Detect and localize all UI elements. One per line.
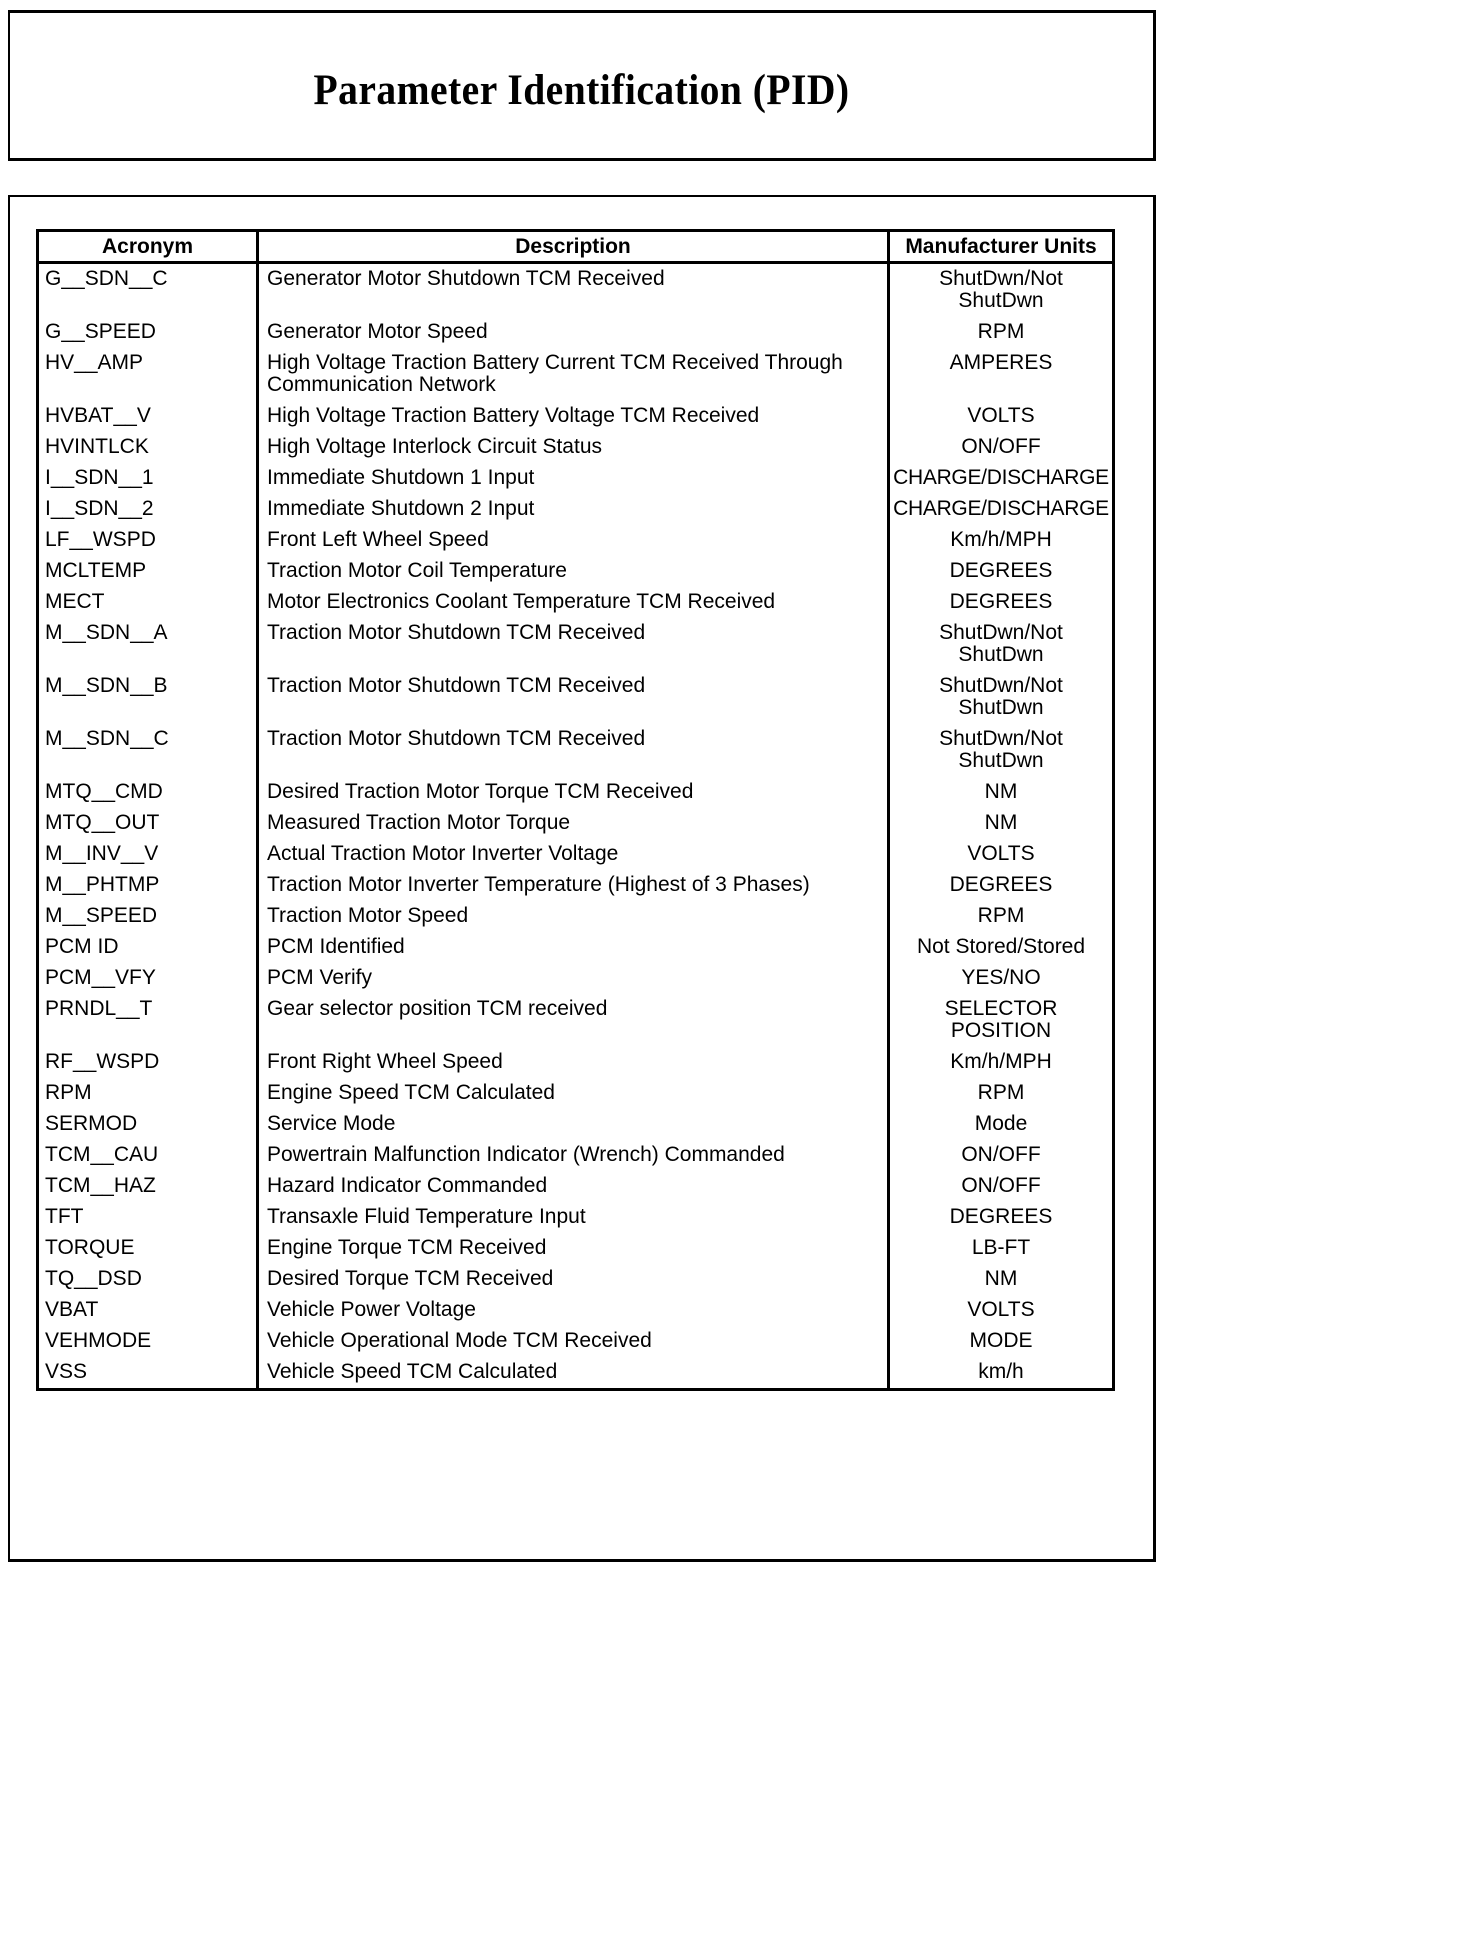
- acronym-cell: G__SDN__C: [38, 263, 258, 318]
- units-cell: ON/OFF: [961, 1143, 1041, 1166]
- acronym-cell: HVINTLCK: [38, 432, 258, 463]
- acronym-cell: I__SDN__2: [38, 494, 258, 525]
- description-cell: Desired Traction Motor Torque TCM Received: [258, 777, 889, 808]
- acronym-cell: MECT: [38, 587, 258, 618]
- description-cell: High Voltage Interlock Circuit Status: [258, 432, 889, 463]
- acronym-cell: VBAT: [38, 1295, 258, 1326]
- acronym-cell: M__INV__V: [38, 839, 258, 870]
- description-cell: Powertrain Malfunction Indicator (Wrench) Commanded: [258, 1140, 889, 1171]
- description-cell: Measured Traction Motor Torque: [258, 808, 889, 839]
- units-cell: Km/h/MPH: [950, 528, 1052, 551]
- acronym-cell: PCM ID: [38, 932, 258, 963]
- acronym-cell: PCM__VFY: [38, 963, 258, 994]
- units-cell: Not Stored/Stored: [916, 935, 1086, 958]
- acronym-cell: SERMOD: [38, 1109, 258, 1140]
- units-cell: DEGREES: [949, 590, 1053, 613]
- title-box: [8, 10, 1156, 161]
- units-cell: ShutDwn/Not ShutDwn: [939, 727, 1063, 772]
- description-cell: Immediate Shutdown 2 Input: [258, 494, 889, 525]
- description-cell: Engine Speed TCM Calculated: [258, 1078, 889, 1109]
- units-cell: VOLTS: [967, 842, 1035, 865]
- table-row: [38, 1047, 1114, 1078]
- acronym-cell: RPM: [38, 1078, 258, 1109]
- table-row: [38, 1202, 1114, 1233]
- pid-table: [36, 229, 1115, 1391]
- table-row: [38, 463, 1114, 494]
- table-row: [38, 1357, 1114, 1390]
- acronym-cell: VSS: [38, 1357, 258, 1390]
- acronym-cell: VEHMODE: [38, 1326, 258, 1357]
- description-cell: Traction Motor Shutdown TCM Received: [258, 671, 889, 724]
- acronym-cell: HVBAT__V: [38, 401, 258, 432]
- table-header-row: [38, 231, 1114, 263]
- units-cell: DEGREES: [949, 1205, 1053, 1228]
- units-cell: ShutDwn/Not ShutDwn: [939, 621, 1063, 666]
- description-cell: High Voltage Traction Battery Voltage TCM Received: [258, 401, 889, 432]
- description-cell: Front Right Wheel Speed: [258, 1047, 889, 1078]
- table-row: [38, 1264, 1114, 1295]
- description-cell: Motor Electronics Coolant Temperature TCM Received: [258, 587, 889, 618]
- table-row: [38, 1078, 1114, 1109]
- units-cell: ShutDwn/Not ShutDwn: [939, 674, 1063, 719]
- table-row: [38, 1295, 1114, 1326]
- acronym-cell: LF__WSPD: [38, 525, 258, 556]
- units-cell: VOLTS: [967, 1298, 1035, 1321]
- units-cell: RPM: [977, 320, 1025, 343]
- description-cell: Traction Motor Inverter Temperature (Highest of 3 Phases): [258, 870, 889, 901]
- table-row: [38, 525, 1114, 556]
- description-cell: PCM Identified: [258, 932, 889, 963]
- acronym-cell: M__PHTMP: [38, 870, 258, 901]
- table-row: [38, 317, 1114, 348]
- table-row: [38, 263, 1114, 318]
- table-row: [38, 618, 1114, 671]
- acronym-cell: TORQUE: [38, 1233, 258, 1264]
- units-cell: LB-FT: [971, 1236, 1031, 1259]
- description-cell: Hazard Indicator Commanded: [258, 1171, 889, 1202]
- description-cell: Actual Traction Motor Inverter Voltage: [258, 839, 889, 870]
- acronym-cell: TQ__DSD: [38, 1264, 258, 1295]
- acronym-cell: M__SDN__A: [38, 618, 258, 671]
- description-cell: Traction Motor Speed: [258, 901, 889, 932]
- acronym-cell: RF__WSPD: [38, 1047, 258, 1078]
- description-cell: Generator Motor Shutdown TCM Received: [258, 263, 889, 318]
- units-cell: ON/OFF: [961, 1174, 1041, 1197]
- description-cell: Traction Motor Coil Temperature: [258, 556, 889, 587]
- description-cell: Gear selector position TCM received: [258, 994, 889, 1047]
- description-cell: Traction Motor Shutdown TCM Received: [258, 724, 889, 777]
- table-row: [38, 1233, 1114, 1264]
- acronym-cell: TCM__HAZ: [38, 1171, 258, 1202]
- table-row: [38, 724, 1114, 777]
- table-row: [38, 839, 1114, 870]
- table-row: [38, 401, 1114, 432]
- description-cell: Front Left Wheel Speed: [258, 525, 889, 556]
- table-row: [38, 1109, 1114, 1140]
- header-units: Manufacturer Units: [889, 231, 1114, 263]
- acronym-cell: MCLTEMP: [38, 556, 258, 587]
- table-row: [38, 1171, 1114, 1202]
- units-cell: Km/h/MPH: [950, 1050, 1052, 1073]
- units-cell: YES/NO: [961, 966, 1041, 989]
- description-cell: Service Mode: [258, 1109, 889, 1140]
- acronym-cell: M__SDN__C: [38, 724, 258, 777]
- table-row: [38, 777, 1114, 808]
- table-row: [38, 963, 1114, 994]
- units-cell: NM: [984, 780, 1018, 803]
- acronym-cell: M__SDN__B: [38, 671, 258, 724]
- description-cell: Immediate Shutdown 1 Input: [258, 463, 889, 494]
- acronym-cell: MTQ__CMD: [38, 777, 258, 808]
- description-cell: Transaxle Fluid Temperature Input: [258, 1202, 889, 1233]
- units-cell: RPM: [977, 1081, 1025, 1104]
- acronym-cell: M__SPEED: [38, 901, 258, 932]
- table-row: [38, 808, 1114, 839]
- description-cell: Engine Torque TCM Received: [258, 1233, 889, 1264]
- table-body: [38, 263, 1114, 1390]
- units-cell: MODE: [969, 1329, 1033, 1352]
- table-row: [38, 556, 1114, 587]
- units-cell: DEGREES: [949, 559, 1053, 582]
- table-row: [38, 671, 1114, 724]
- units-cell: NM: [984, 811, 1018, 834]
- acronym-cell: I__SDN__1: [38, 463, 258, 494]
- units-cell: NM: [984, 1267, 1018, 1290]
- description-cell: Vehicle Power Voltage: [258, 1295, 889, 1326]
- acronym-cell: PRNDL__T: [38, 994, 258, 1047]
- table-row: [38, 1326, 1114, 1357]
- header-description: Description: [258, 231, 889, 263]
- acronym-cell: HV__AMP: [38, 348, 258, 401]
- units-cell: VOLTS: [967, 404, 1035, 427]
- table-row: [38, 432, 1114, 463]
- table-row: [38, 932, 1114, 963]
- units-cell: ShutDwn/Not ShutDwn: [939, 267, 1063, 312]
- acronym-cell: MTQ__OUT: [38, 808, 258, 839]
- table-row: [38, 901, 1114, 932]
- description-cell: High Voltage Traction Battery Current TCM Received Through Communication Network: [258, 348, 889, 401]
- units-cell: km/h: [978, 1360, 1024, 1383]
- units-cell: ON/OFF: [961, 435, 1041, 458]
- units-cell: CHARGE/DISCHARGE: [893, 497, 1109, 520]
- units-cell: AMPERES: [949, 351, 1053, 374]
- units-cell: CHARGE/DISCHARGE: [893, 466, 1109, 489]
- table-row: [38, 348, 1114, 401]
- description-cell: Traction Motor Shutdown TCM Received: [258, 618, 889, 671]
- description-cell: Desired Torque TCM Received: [258, 1264, 889, 1295]
- page-title: Parameter Identification (PID): [313, 67, 850, 114]
- acronym-cell: G__SPEED: [38, 317, 258, 348]
- description-cell: PCM Verify: [258, 963, 889, 994]
- units-cell: SELECTOR POSITION: [944, 997, 1058, 1042]
- table-row: [38, 994, 1114, 1047]
- units-cell: Mode: [974, 1112, 1028, 1135]
- description-cell: Vehicle Operational Mode TCM Received: [258, 1326, 889, 1357]
- description-cell: Vehicle Speed TCM Calculated: [258, 1357, 889, 1390]
- table-row: [38, 494, 1114, 525]
- units-cell: DEGREES: [949, 873, 1053, 896]
- acronym-cell: TFT: [38, 1202, 258, 1233]
- table-row: [38, 587, 1114, 618]
- table-row: [38, 870, 1114, 901]
- acronym-cell: TCM__CAU: [38, 1140, 258, 1171]
- units-cell: RPM: [977, 904, 1025, 927]
- header-acronym: Acronym: [38, 231, 258, 263]
- table-row: [38, 1140, 1114, 1171]
- description-cell: Generator Motor Speed: [258, 317, 889, 348]
